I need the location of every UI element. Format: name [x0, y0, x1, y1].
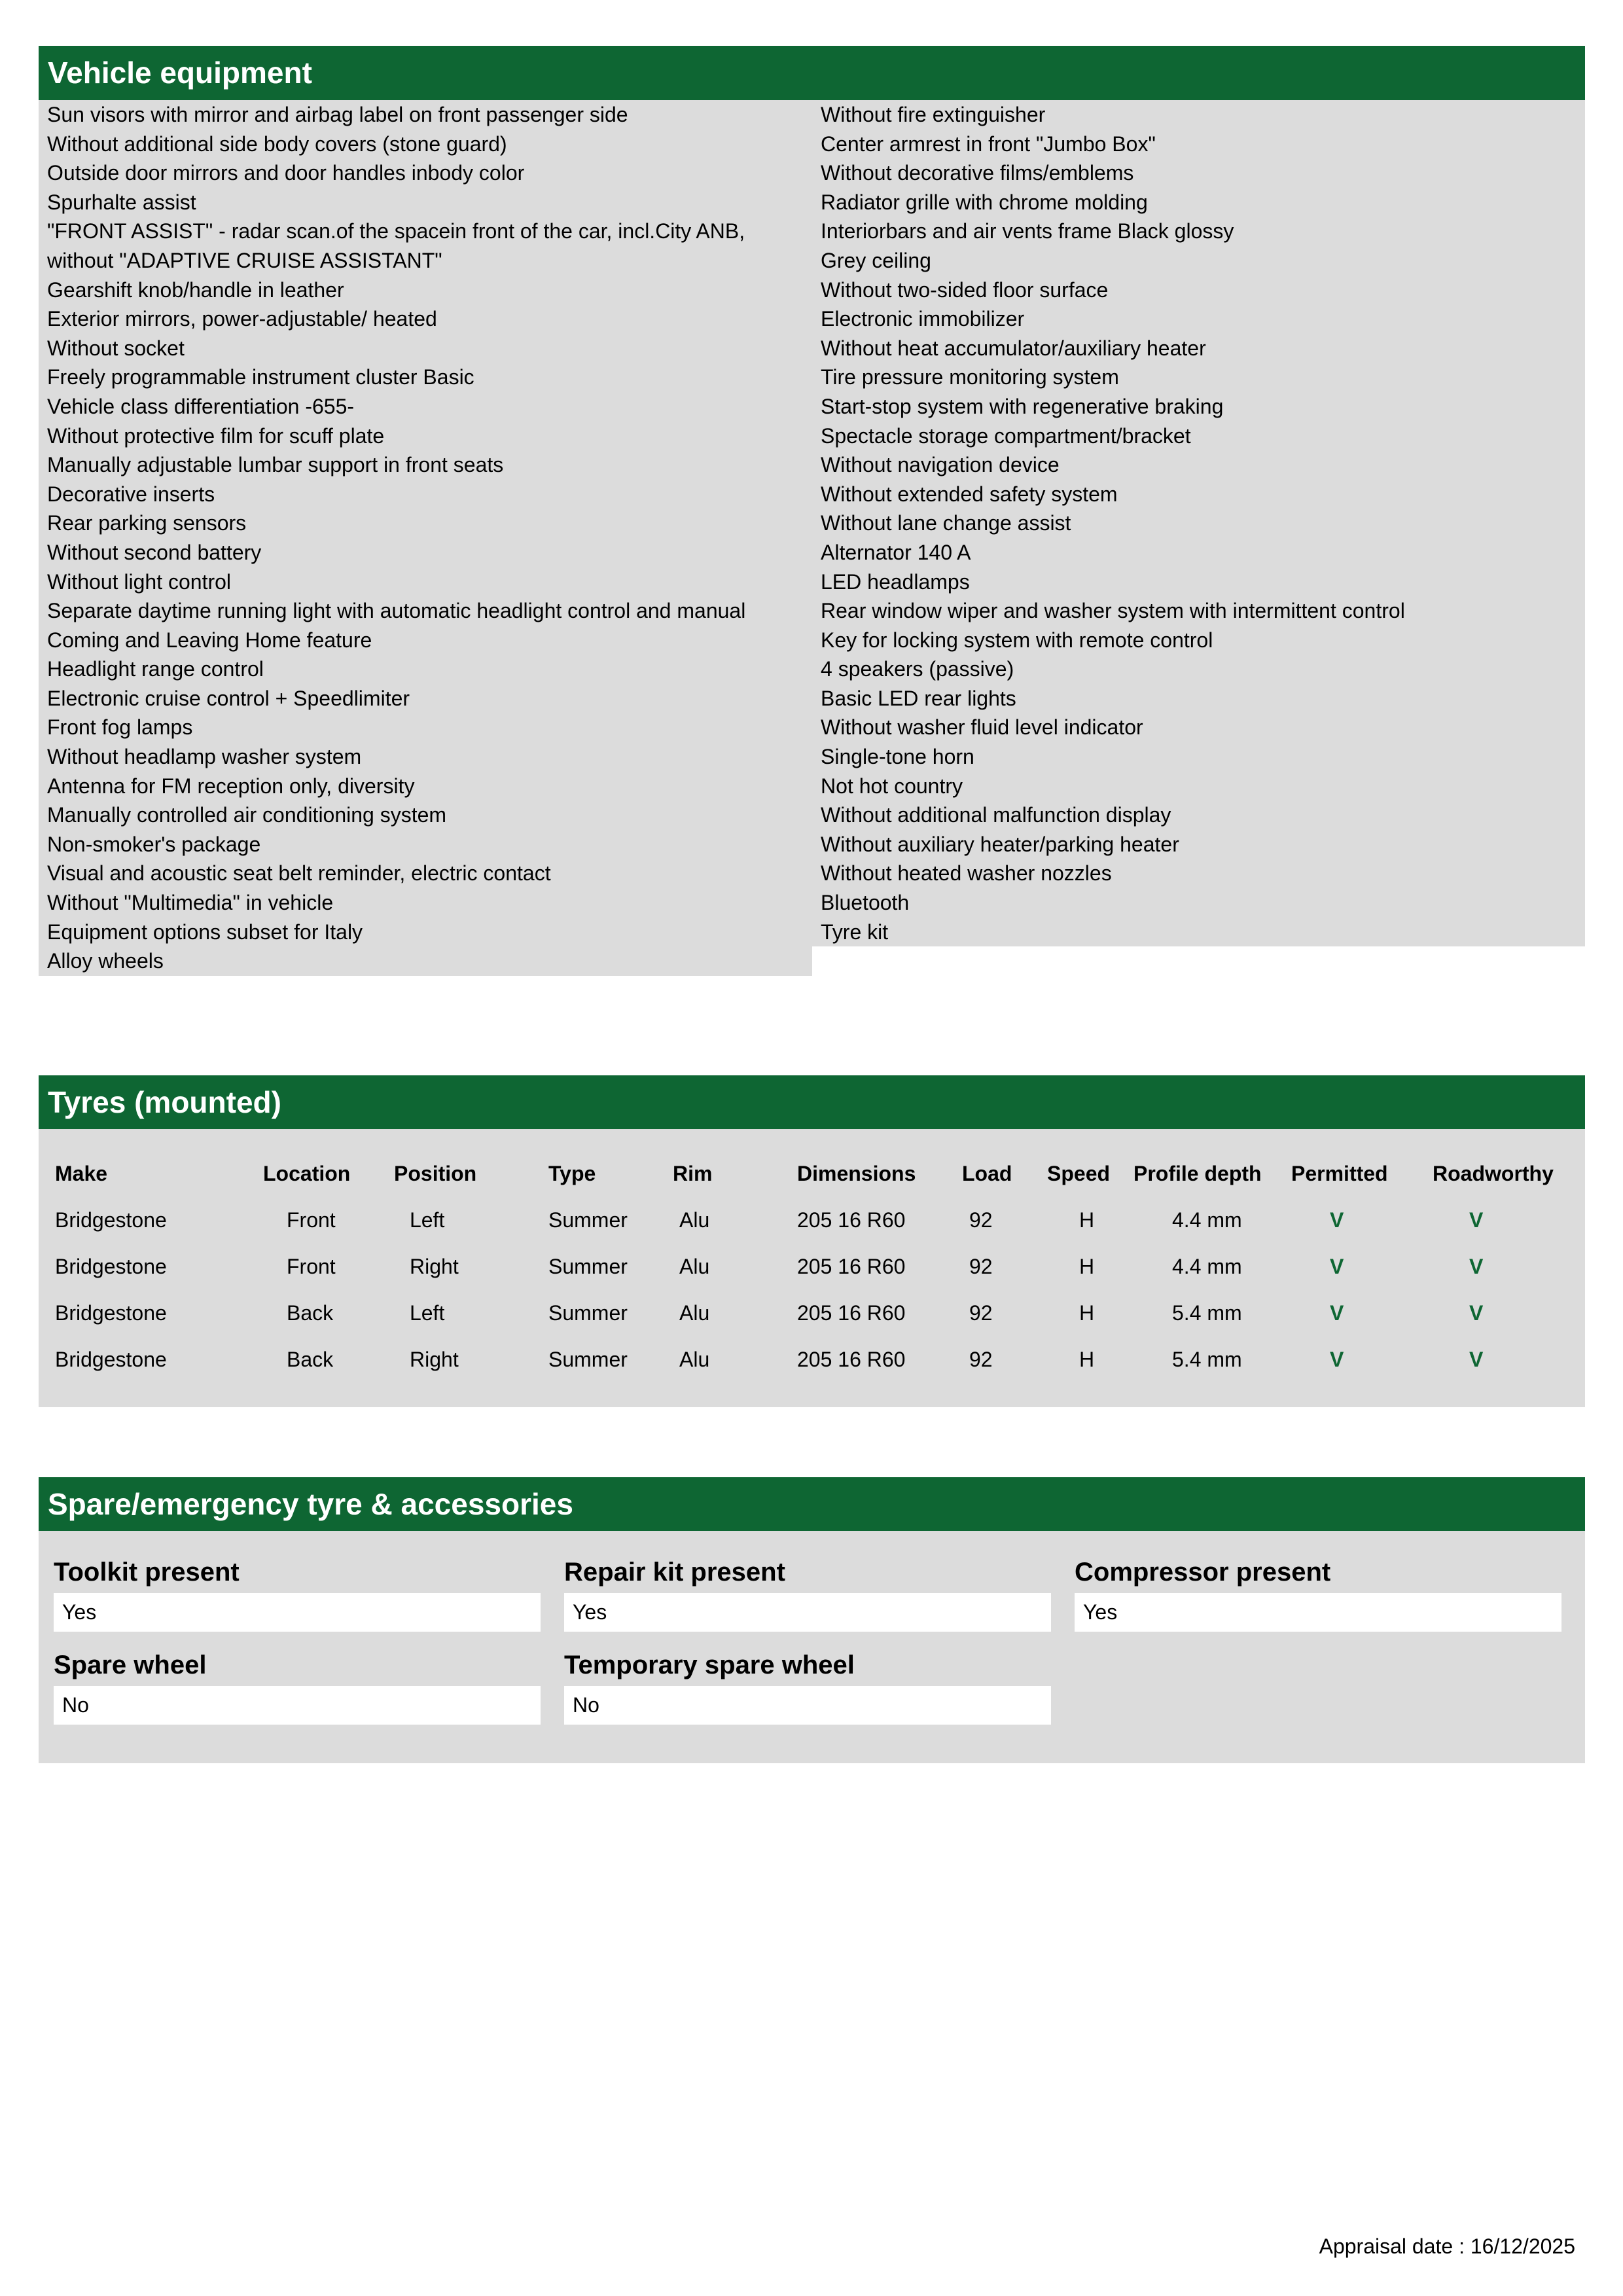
field-label: Repair kit present [564, 1558, 785, 1587]
equipment-item: Outside door mirrors and door handles inbody color [47, 161, 525, 185]
equipment-item: Non-smoker's package [47, 832, 261, 856]
equipment-list-left [39, 100, 812, 976]
equipment-item: Without navigation device [821, 453, 1060, 477]
cell-make: Bridgestone [55, 1208, 167, 1232]
equipment-item: Visual and acoustic seat belt reminder, electric contact [47, 861, 551, 886]
equipment-item: Front fog lamps [47, 715, 193, 740]
equipment-item: Gearshift knob/handle in leather [47, 278, 344, 302]
equipment-item: Manually controlled air conditioning system [47, 803, 447, 827]
cell-dimensions: 205 16 R60 [797, 1301, 906, 1325]
equipment-item: Spectacle storage compartment/bracket [821, 423, 1191, 448]
column-header-speed: Speed [1047, 1162, 1111, 1185]
equipment-item: Grey ceiling [821, 248, 931, 272]
cell-location: Front [287, 1208, 336, 1232]
spare-header [39, 1477, 1585, 1531]
equipment-item: Start-stop system with regenerative braking [821, 394, 1224, 418]
check-icon-roadworthy: V [1469, 1348, 1484, 1371]
equipment-item: Without heat accumulator/auxiliary heater [821, 336, 1206, 360]
check-icon-permitted: V [1330, 1255, 1344, 1278]
field-spare-wheel [54, 1649, 541, 1725]
equipment-item: Without auxiliary heater/parking heater [821, 832, 1179, 856]
equipment-item: Sun visors with mirror and airbag label on front passenger side [47, 103, 628, 126]
equipment-item: Rear window wiper and washer system with intermittent control [821, 599, 1405, 623]
spare-title: Spare/emergency tyre & accessories [48, 1487, 573, 1521]
equipment-item: 4 speakers (passive) [821, 657, 1014, 681]
check-icon-permitted: V [1330, 1208, 1344, 1232]
cell-type: Summer [548, 1208, 628, 1232]
equipment-item: Without lane change assist [821, 511, 1071, 535]
equipment-item: Rear parking sensors [47, 511, 247, 535]
check-icon-permitted: V [1330, 1301, 1344, 1325]
cell-dimensions: 205 16 R60 [797, 1255, 906, 1278]
equipment-item: Bluetooth [821, 891, 910, 915]
cell-make: Bridgestone [55, 1255, 167, 1278]
cell-location: Front [287, 1255, 336, 1278]
cell-rim: Alu [679, 1348, 710, 1371]
equipment-item: Decorative inserts [47, 482, 215, 506]
cell-speed: H [1079, 1348, 1095, 1371]
equipment-item: Without "Multimedia" in vehicle [47, 891, 334, 915]
column-header-load: Load [962, 1162, 1012, 1185]
cell-position: Left [410, 1301, 445, 1325]
equipment-item: Vehicle class differentiation -655- [47, 394, 355, 418]
spare-panel [39, 1531, 1585, 1763]
column-header-location: Location [263, 1162, 351, 1185]
field-value: Yes [54, 1593, 541, 1632]
equipment-item: Tyre kit [821, 920, 889, 944]
equipment-item: Interiorbars and air vents frame Black glossy [821, 219, 1234, 243]
equipment-item: Without heated washer nozzles [821, 861, 1112, 886]
equipment-item: Alternator 140 A [821, 540, 971, 564]
vehicle-equipment-header [39, 46, 1585, 100]
equipment-list-right [812, 100, 1585, 946]
equipment-item: Without decorative films/emblems [821, 161, 1134, 185]
field-value: Yes [1075, 1593, 1561, 1632]
column-header-rim: Rim [673, 1162, 713, 1185]
field-repair-kit-present [564, 1556, 1051, 1632]
field-value: No [564, 1686, 1051, 1725]
equipment-item: Radiator grille with chrome molding [821, 190, 1148, 214]
cell-position: Left [410, 1208, 445, 1232]
equipment-item: Without additional malfunction display [821, 803, 1171, 827]
cell-location: Back [287, 1348, 334, 1371]
equipment-item: Electronic cruise control + Speedlimiter [47, 686, 410, 710]
equipment-item: LED headlamps [821, 569, 970, 594]
cell-make: Bridgestone [55, 1348, 167, 1371]
column-header-dimensions: Dimensions [797, 1162, 916, 1185]
cell-rim: Alu [679, 1255, 710, 1278]
field-toolkit-present [54, 1556, 541, 1632]
check-icon-roadworthy: V [1469, 1208, 1484, 1232]
cell-load: 92 [969, 1301, 993, 1325]
column-header-profile-depth: Profile depth [1133, 1162, 1262, 1185]
equipment-item: Key for locking system with remote control [821, 628, 1213, 652]
equipment-item: Equipment options subset for Italy [47, 920, 363, 944]
equipment-item: Center armrest in front "Jumbo Box" [821, 132, 1156, 156]
equipment-item: Alloy wheels [47, 949, 164, 973]
tyres-table [39, 1129, 1585, 1407]
equipment-item: Exterior mirrors, power-adjustable/ heated [47, 307, 437, 331]
cell-position: Right [410, 1348, 459, 1371]
cell-rim: Alu [679, 1301, 710, 1325]
cell-speed: H [1079, 1208, 1095, 1232]
equipment-item: Single-tone horn [821, 745, 974, 769]
equipment-item: Without socket [47, 336, 185, 360]
cell-load: 92 [969, 1348, 993, 1371]
cell-speed: H [1079, 1255, 1095, 1278]
tyres-header [39, 1075, 1585, 1129]
cell-profile-depth: 5.4 mm [1172, 1301, 1242, 1325]
equipment-item: Tire pressure monitoring system [821, 365, 1119, 389]
cell-profile-depth: 4.4 mm [1172, 1255, 1242, 1278]
equipment-item: Without headlamp washer system [47, 745, 362, 769]
cell-make: Bridgestone [55, 1301, 167, 1325]
equipment-item: Coming and Leaving Home feature [47, 628, 372, 652]
cell-type: Summer [548, 1301, 628, 1325]
cell-dimensions: 205 16 R60 [797, 1348, 906, 1371]
field-label: Toolkit present [54, 1558, 240, 1587]
check-icon-roadworthy: V [1469, 1255, 1484, 1278]
cell-load: 92 [969, 1255, 993, 1278]
column-header-permitted: Permitted [1291, 1162, 1388, 1185]
equipment-item: Headlight range control [47, 657, 264, 681]
equipment-item: Electronic immobilizer [821, 307, 1025, 331]
cell-location: Back [287, 1301, 334, 1325]
cell-type: Summer [548, 1255, 628, 1278]
field-temporary-spare-wheel [564, 1649, 1051, 1725]
column-header-make: Make [55, 1162, 108, 1185]
field-value: No [54, 1686, 541, 1725]
cell-rim: Alu [679, 1208, 710, 1232]
equipment-item: Without fire extinguisher [821, 103, 1046, 126]
equipment-item: Without second battery [47, 540, 262, 564]
appraisal-date: Appraisal date : 16/12/2025 [1319, 2234, 1575, 2258]
cell-load: 92 [969, 1208, 993, 1232]
equipment-item: Without extended safety system [821, 482, 1118, 506]
column-header-type: Type [548, 1162, 596, 1185]
equipment-item: Spurhalte assist [47, 190, 196, 214]
equipment-item: Without protective film for scuff plate [47, 423, 385, 448]
field-label: Temporary spare wheel [564, 1651, 855, 1679]
equipment-item: Without two-sided floor surface [821, 278, 1109, 302]
equipment-item: Manually adjustable lumbar support in front seats [47, 453, 504, 477]
field-value: Yes [564, 1593, 1051, 1632]
vehicle-equipment-title: Vehicle equipment [48, 56, 312, 90]
cell-dimensions: 205 16 R60 [797, 1208, 906, 1232]
equipment-item: Basic LED rear lights [821, 686, 1016, 710]
cell-position: Right [410, 1255, 459, 1278]
cell-type: Summer [548, 1348, 628, 1371]
equipment-item: Without additional side body covers (stone guard) [47, 132, 507, 156]
equipment-item: Not hot country [821, 774, 963, 798]
check-icon-permitted: V [1330, 1348, 1344, 1371]
equipment-item: Without washer fluid level indicator [821, 715, 1143, 740]
equipment-item: Antenna for FM reception only, diversity [47, 774, 415, 798]
tyres-title: Tyres (mounted) [48, 1085, 281, 1119]
cell-profile-depth: 5.4 mm [1172, 1348, 1242, 1371]
field-label: Compressor present [1075, 1558, 1331, 1587]
equipment-item: Without light control [47, 569, 232, 594]
check-icon-roadworthy: V [1469, 1301, 1484, 1325]
field-label: Spare wheel [54, 1651, 207, 1679]
column-header-roadworthy: Roadworthy [1433, 1162, 1554, 1185]
cell-profile-depth: 4.4 mm [1172, 1208, 1242, 1232]
field-compressor-present [1075, 1556, 1561, 1632]
equipment-item: Separate daytime running light with automatic headlight control and manual [47, 599, 746, 623]
equipment-item: "FRONT ASSIST" - radar scan.of the spacein front of the car, incl.City ANB, without "ADAPTIVE CRUISE ASSISTANT" [47, 219, 745, 272]
equipment-item: Freely programmable instrument cluster Basic [47, 365, 474, 389]
cell-speed: H [1079, 1301, 1095, 1325]
column-header-position: Position [394, 1162, 477, 1185]
